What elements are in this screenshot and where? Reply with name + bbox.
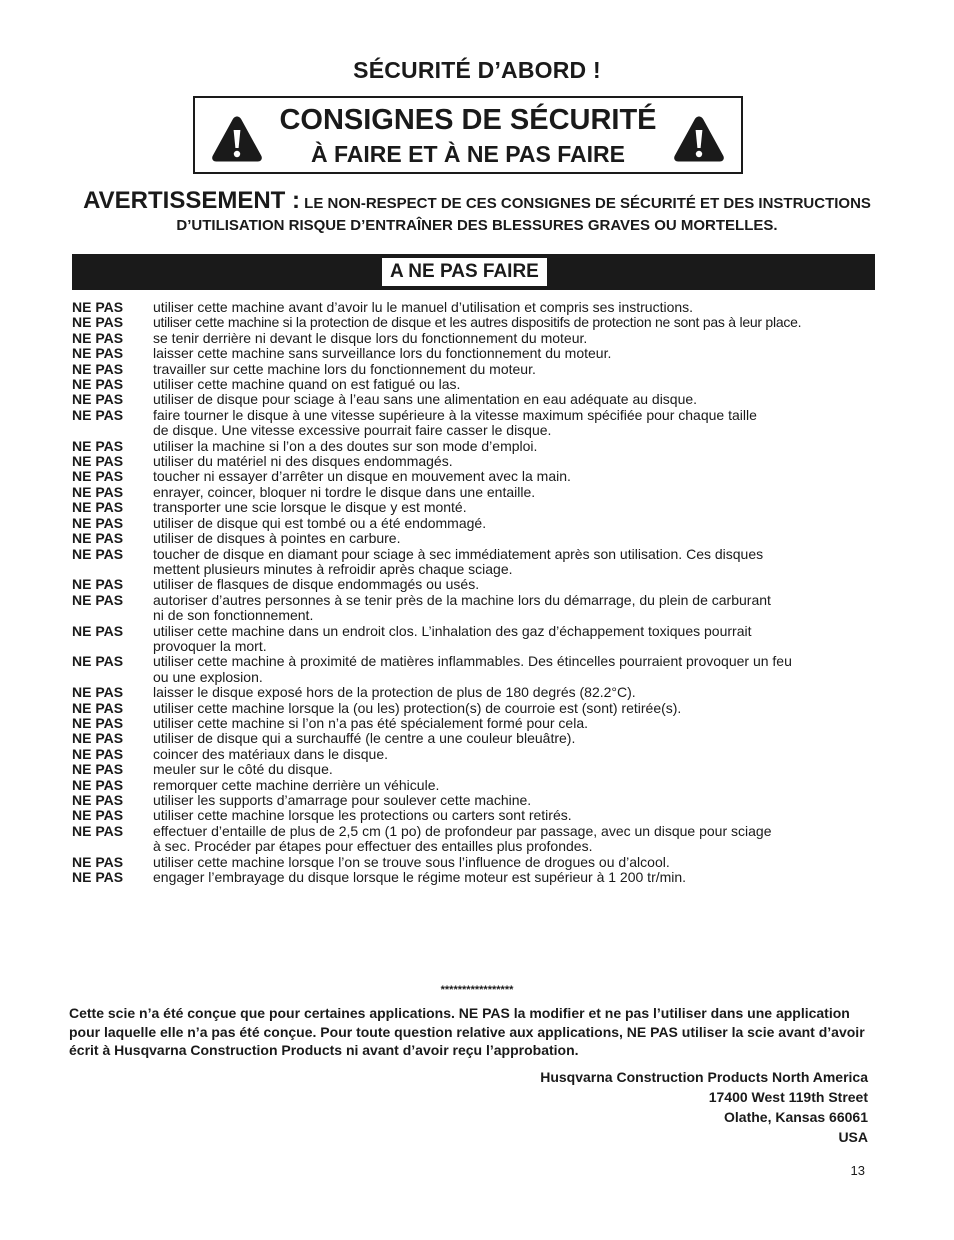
item-text-line: utiliser cette machine si l’on n’a pas été spécialement formé pour cela. xyxy=(153,714,588,731)
item-text xyxy=(153,408,882,439)
item-text xyxy=(153,701,882,716)
list-item xyxy=(72,716,882,731)
list-item xyxy=(72,824,882,855)
item-text xyxy=(153,593,882,624)
item-tag: NE PAS xyxy=(72,468,124,485)
item-text xyxy=(153,485,882,500)
item-text-line: meuler sur le côté du disque. xyxy=(153,761,333,778)
item-text xyxy=(153,547,882,578)
do-not-list xyxy=(72,300,882,885)
item-text xyxy=(153,685,882,700)
item-tag: NE PAS xyxy=(72,576,124,593)
list-item xyxy=(72,701,882,716)
list-item xyxy=(72,593,882,624)
list-item xyxy=(72,500,882,515)
item-text-line: utiliser de disques à pointes en carbure. xyxy=(153,530,401,547)
item-tag: NE PAS xyxy=(72,314,124,331)
item-text-line: provoquer la mort. xyxy=(153,637,267,654)
item-tag: NE PAS xyxy=(72,545,124,562)
item-text-line: mettent plusieurs minutes à refroidir après chaque sciage. xyxy=(153,560,513,577)
list-item xyxy=(72,855,882,870)
box-subtitle: À FAIRE ET À NE PAS FAIRE xyxy=(311,141,625,167)
item-tag: NE PAS xyxy=(72,745,124,762)
list-item xyxy=(72,731,882,746)
item-tag: NE PAS xyxy=(72,776,124,793)
item-text xyxy=(153,654,882,685)
item-tag: NE PAS xyxy=(72,822,124,839)
list-item xyxy=(72,654,882,685)
item-text-line: utiliser cette machine lorsque les protections ou carters sont retirés. xyxy=(153,807,572,824)
list-item xyxy=(72,408,882,439)
item-text xyxy=(153,747,882,762)
address-line: Olathe, Kansas 66061 xyxy=(724,1109,868,1125)
item-text-line: utiliser du matériel ni des disques endommagés. xyxy=(153,453,453,470)
item-text xyxy=(153,624,882,655)
item-text xyxy=(153,469,882,484)
list-item xyxy=(72,485,882,500)
item-text-line: utiliser cette machine lorsque l’on se trouve sous l’influence de drogues ou d’alcool. xyxy=(153,853,670,870)
list-item xyxy=(72,870,882,885)
list-item xyxy=(72,793,882,808)
item-tag: NE PAS xyxy=(72,299,124,315)
item-tag: NE PAS xyxy=(72,714,124,731)
item-text xyxy=(153,331,882,346)
item-tag: NE PAS xyxy=(72,699,124,716)
item-text-line: effectuer d’entaille de plus de 2,5 cm (1 po) de profondeur par passage, avec un disque pour sciage xyxy=(153,822,772,839)
item-text xyxy=(153,531,882,546)
list-item xyxy=(72,531,882,546)
item-text xyxy=(153,392,882,407)
page-number: 13 xyxy=(850,1163,865,1178)
item-tag: NE PAS xyxy=(72,869,124,886)
item-text-line: utiliser la machine si l’on a des doutes sur son mode d’emploi. xyxy=(153,437,538,454)
list-item xyxy=(72,392,882,407)
separator-stars: ***************** xyxy=(440,984,514,996)
application-notice: Cette scie n’a été conçue que pour certaines applications. NE PAS la modifier et ne pas l’utiliser dans une application pour laquelle elle n’a pas été conçue. Pour toute question relative aux applications, NE PAS utiliser la scie avant d’avoir écrit à Husqvarna Construction Products ni avant d’avoir reçu l’approbation. xyxy=(69,1005,865,1058)
list-item xyxy=(72,469,882,484)
address-line: Husqvarna Construction Products North America xyxy=(540,1069,868,1085)
item-text-line: ou une explosion. xyxy=(153,668,263,685)
warning-statement xyxy=(60,187,894,237)
item-tag: NE PAS xyxy=(72,807,124,824)
item-tag: NE PAS xyxy=(72,391,124,408)
item-text-line: utiliser cette machine dans un endroit clos. L’inhalation des gaz d’échappement toxiques pourrait xyxy=(153,622,752,639)
list-item xyxy=(72,516,882,531)
item-text-line: utiliser cette machine à proximité de matières inflammables. Des étincelles pourraient provoquer un feu xyxy=(153,653,792,670)
list-item xyxy=(72,377,882,392)
list-item xyxy=(72,762,882,777)
item-text xyxy=(153,377,882,392)
item-text-line: utiliser les supports d’amarrage pour soulever cette machine. xyxy=(153,792,532,808)
item-text-line: laisser cette machine sans surveillance lors du fonctionnement du moteur. xyxy=(153,345,612,362)
list-item xyxy=(72,624,882,655)
item-tag: NE PAS xyxy=(72,360,124,377)
item-text xyxy=(153,778,882,793)
item-text xyxy=(153,731,882,746)
item-text-line: utiliser cette machine quand on est fatigué ou las. xyxy=(153,376,461,393)
item-text xyxy=(153,300,882,315)
item-tag: NE PAS xyxy=(72,329,124,346)
item-text-line: utiliser de disque pour sciage à l’eau sans une alimentation en eau adéquate au disque. xyxy=(153,391,698,408)
item-text xyxy=(153,454,882,469)
item-text-line: enrayer, coincer, bloquer ni tordre le disque dans une entaille. xyxy=(153,483,536,500)
item-text-line: ni de son fonctionnement. xyxy=(153,607,314,624)
item-tag: NE PAS xyxy=(72,684,124,701)
item-tag: NE PAS xyxy=(72,530,124,547)
item-text xyxy=(153,824,882,855)
item-tag: NE PAS xyxy=(72,406,124,423)
item-tag: NE PAS xyxy=(72,453,124,470)
item-text xyxy=(153,315,882,330)
list-item xyxy=(72,362,882,377)
list-item xyxy=(72,778,882,793)
item-text-line: à sec. Procéder par étapes pour effectuer des entailles plus profondes. xyxy=(153,838,593,855)
item-text-line: de disque. Une vitesse excessive pourrait faire casser le disque. xyxy=(153,422,552,439)
item-text-line: utiliser cette machine lorsque la (ou les) protection(s) de courroie est (sont) retirée(s). xyxy=(153,699,682,716)
item-tag: NE PAS xyxy=(72,653,124,670)
list-item xyxy=(72,808,882,823)
item-text-line: utiliser de disque qui a surchauffé (le centre a une couleur bleuâtre). xyxy=(153,730,576,747)
item-text-line: se tenir derrière ni devant le disque lors du fonctionnement du moteur. xyxy=(153,329,588,346)
item-tag: NE PAS xyxy=(72,483,124,500)
item-tag: NE PAS xyxy=(72,437,124,454)
item-tag: NE PAS xyxy=(72,376,124,393)
section-bar xyxy=(72,254,875,290)
address-line: 17400 West 119th Street xyxy=(708,1089,868,1105)
warning-text: LE NON-RESPECT DE CES CONSIGNES DE SÉCURITÉ ET DES INSTRUCTIONS D’UTILISATION RISQUE D’ENTRAÎNER DES BLESSURES GRAVES OU MORTELLES. xyxy=(176,195,871,234)
item-text-line: autoriser d’autres personnes à se tenir près de la machine lors du démarrage, du plein de carburant xyxy=(153,591,771,608)
item-tag: NE PAS xyxy=(72,853,124,870)
item-tag: NE PAS xyxy=(72,730,124,747)
list-item xyxy=(72,315,882,330)
list-item xyxy=(72,346,882,361)
item-text-line: travailler sur cette machine lors du fonctionnement du moteur. xyxy=(153,360,536,377)
item-text xyxy=(153,808,882,823)
item-tag: NE PAS xyxy=(72,499,124,516)
item-text-line: engager l’embrayage du disque lorsque le régime moteur est supérieur à 1 200 tr/min. xyxy=(153,869,687,886)
list-item xyxy=(72,300,882,315)
list-item xyxy=(72,577,882,592)
list-item xyxy=(72,331,882,346)
item-text-line: utiliser de disque qui est tombé ou a été endommagé. xyxy=(153,514,487,531)
item-text-line: utiliser de flasques de disque endommagés ou usés. xyxy=(153,576,480,593)
item-text-line: faire tourner le disque à une vitesse supérieure à la vitesse maximum spécifiée pour chaque taille xyxy=(153,406,757,423)
item-text xyxy=(153,762,882,777)
address-line: USA xyxy=(838,1129,868,1145)
item-text-line: utiliser cette machine avant d’avoir lu le manuel d’utilisation et compris ses instructions. xyxy=(153,299,694,315)
list-item xyxy=(72,439,882,454)
list-item xyxy=(72,747,882,762)
item-text-line: transporter une scie lorsque le disque y est monté. xyxy=(153,499,467,516)
warning-lead: AVERTISSEMENT : xyxy=(83,187,300,214)
item-text xyxy=(153,516,882,531)
item-text-line: toucher de disque en diamant pour sciage à sec immédiatement après son utilisation. Ces disques xyxy=(153,545,764,562)
list-item xyxy=(72,454,882,469)
item-tag: NE PAS xyxy=(72,514,124,531)
item-text xyxy=(153,439,882,454)
item-tag: NE PAS xyxy=(72,792,124,808)
item-text xyxy=(153,500,882,515)
item-text xyxy=(153,870,882,885)
item-text-line: coincer des matériaux dans le disque. xyxy=(153,745,389,762)
item-text xyxy=(153,346,882,361)
item-text xyxy=(153,577,882,592)
item-tag: NE PAS xyxy=(72,345,124,362)
list-item xyxy=(72,547,882,578)
section-label: A NE PAS FAIRE xyxy=(382,258,547,286)
item-text-line: laisser le disque exposé hors de la protection de plus de 180 degrés (82.2°C). xyxy=(153,684,636,701)
item-text xyxy=(153,793,882,808)
company-address xyxy=(540,1067,868,1147)
item-text-line: toucher ni essayer d’arrêter un disque en mouvement avec la main. xyxy=(153,468,571,485)
list-item xyxy=(72,685,882,700)
item-tag: NE PAS xyxy=(72,591,124,608)
item-tag: NE PAS xyxy=(72,622,124,639)
page-heading: SÉCURITÉ D’ABORD ! xyxy=(353,57,601,83)
item-text xyxy=(153,855,882,870)
item-text-line: utiliser cette machine si la protection de disque et les autres dispositifs de protection ne sont pas à leur place. xyxy=(153,314,802,331)
safety-title-box xyxy=(193,96,743,174)
item-text-line: remorquer cette machine derrière un véhicule. xyxy=(153,776,440,793)
box-title: CONSIGNES DE SÉCURITÉ xyxy=(279,104,657,136)
item-tag: NE PAS xyxy=(72,761,124,778)
warning-triangle-icon xyxy=(673,115,725,163)
item-text xyxy=(153,716,882,731)
item-text xyxy=(153,362,882,377)
